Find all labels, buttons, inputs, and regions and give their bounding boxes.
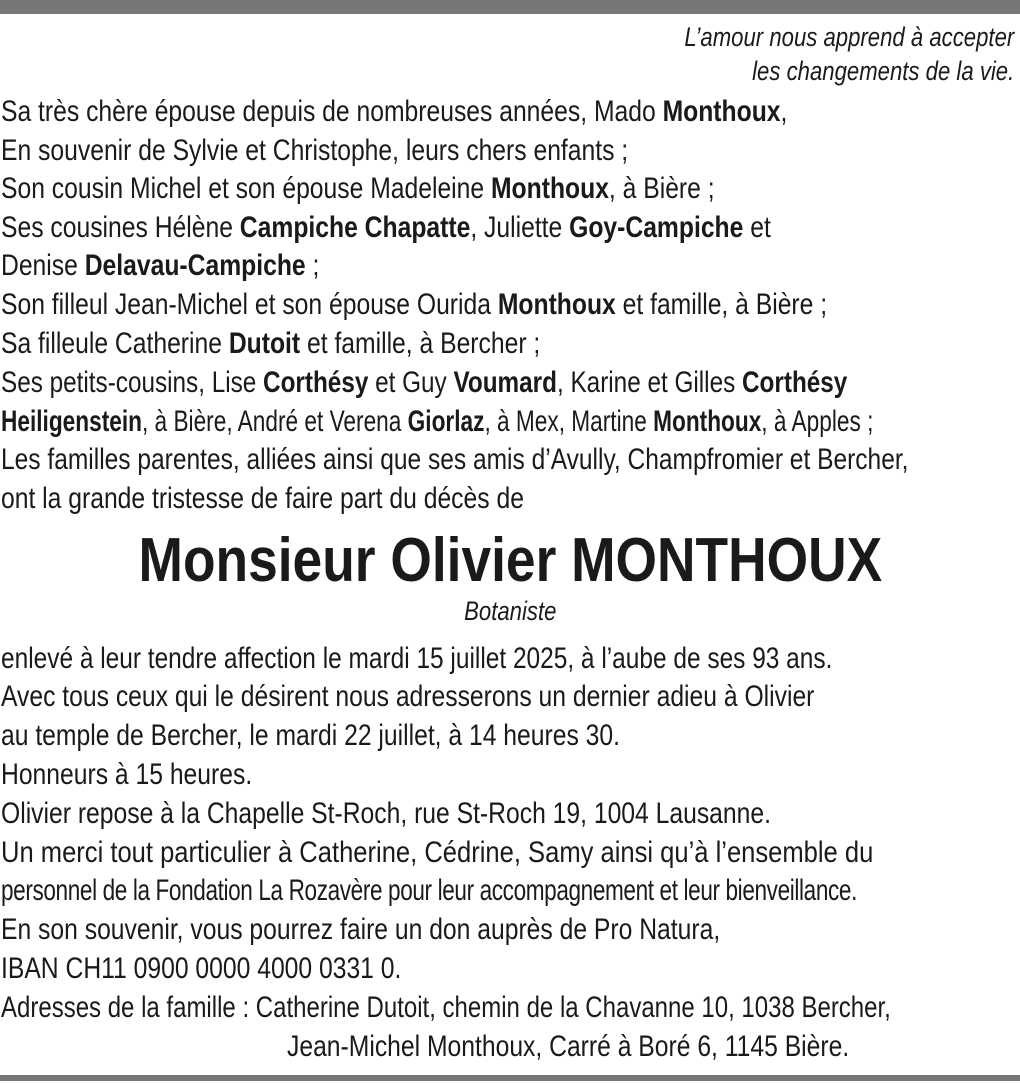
- family-line: Sa filleule Catherine Dutoit et famille, à Bercher ;: [1, 327, 541, 360]
- details-line: Adresses de la famille : Catherine Dutoit, chemin de la Chavanne 10, 1038 Bercher,: [1, 991, 891, 1024]
- details-line: au temple de Bercher, le mardi 22 juillet, à 14 heures 30.: [1, 719, 620, 752]
- family-line: Ses petits-cousins, Lise Corthésy et Guy Voumard, Karine et Gilles Corthésy: [1, 366, 848, 399]
- details-line: IBAN CH11 0900 0000 4000 0331 0.: [1, 952, 402, 985]
- family-line: Denise Delavau-Campiche ;: [1, 249, 320, 282]
- family-line: Son filleul Jean-Michel et son épouse Ourida Monthoux et famille, à Bière ;: [1, 288, 828, 321]
- details-line: Honneurs à 15 heures.: [1, 758, 253, 791]
- family-line: Sa très chère épouse depuis de nombreuses années, Mado Monthoux,: [1, 95, 788, 128]
- details-line: Olivier repose à la Chapelle St-Roch, rue St-Roch 19, 1004 Lausanne.: [1, 797, 771, 830]
- epigraph-quote: [684, 20, 1014, 88]
- details-line: Un merci tout particulier à Catherine, Cédrine, Samy ainsi qu’à l’ensemble du: [1, 836, 874, 869]
- details-line: Avec tous ceux qui le désirent nous adresserons un dernier adieu à Olivier: [1, 680, 815, 713]
- quote-line-2: les changements de la vie.: [751, 56, 1014, 86]
- family-line: Heiligenstein, à Bière, André et Verena Giorlaz, à Mex, Martine Monthoux, à Apples ;: [1, 405, 874, 438]
- details-line: Jean-Michel Monthoux, Carré à Boré 6, 1145 Bière.: [287, 1030, 850, 1063]
- details-line: En son souvenir, vous pourrez faire un don auprès de Pro Natura,: [1, 913, 721, 946]
- family-line: En souvenir de Sylvie et Christophe, leurs chers enfants ;: [1, 134, 629, 167]
- family-line: Ses cousines Hélène Campiche Chapatte, Juliette Goy-Campiche et: [1, 211, 771, 244]
- details-line: enlevé à leur tendre affection le mardi 15 juillet 2025, à l’aube de ses 93 ans.: [1, 642, 833, 675]
- quote-line-1: L’amour nous apprend à accepter: [684, 22, 1014, 52]
- top-rule: [0, 0, 1020, 14]
- family-line: ont la grande tristesse de faire part du décès de: [1, 482, 524, 515]
- family-line: Son cousin Michel et son épouse Madeleine Monthoux, à Bière ;: [1, 172, 715, 205]
- deceased-profession: Botaniste: [463, 596, 557, 626]
- details-line: personnel de la Fondation La Rozavère pour leur accompagnement et leur bienveillance.: [1, 874, 857, 907]
- deceased-name: Monsieur Olivier MONTHOUX: [138, 526, 882, 595]
- family-line: Les familles parentes, alliées ainsi que ses amis d’Avully, Champfromier et Bercher,: [1, 443, 909, 476]
- bottom-rule: [0, 1075, 1020, 1081]
